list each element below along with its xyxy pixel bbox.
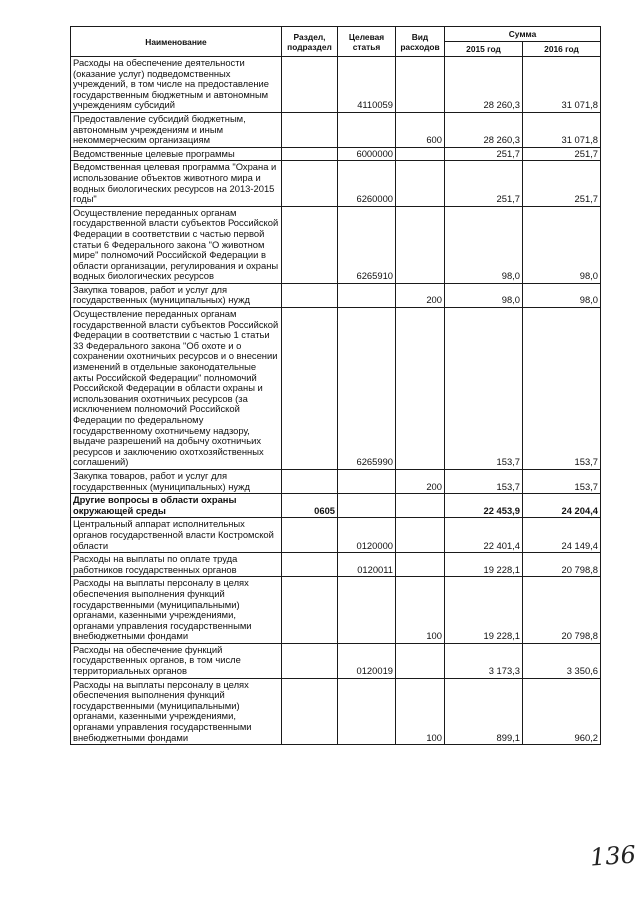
cell-section [282, 147, 338, 161]
cell-2016: 20 798,8 [523, 577, 601, 644]
cell-2016: 24 149,4 [523, 518, 601, 553]
table-row [71, 308, 601, 470]
cell-expense [396, 553, 445, 577]
table-row [71, 161, 601, 206]
cell-2016: 960,2 [523, 678, 601, 745]
cell-expense: 200 [396, 283, 445, 307]
cell-2016: 20 798,8 [523, 553, 601, 577]
table-row [71, 283, 601, 307]
cell-section [282, 577, 338, 644]
cell-name: Другие вопросы в области охраны окружающей среды [71, 494, 282, 518]
cell-section [282, 553, 338, 577]
cell-name: Расходы на выплаты персоналу в целях обеспечения выполнения функций государственными (муниципальными) органами, казенными учреждениями, органами управления государственными внебюджетными фондами [71, 577, 282, 644]
cell-2015: 899,1 [445, 678, 523, 745]
cell-target [338, 469, 396, 493]
cell-target: 6265910 [338, 206, 396, 283]
cell-2015: 98,0 [445, 283, 523, 307]
cell-2015: 251,7 [445, 161, 523, 206]
header-expense: Вид расходов [396, 27, 445, 57]
cell-2015: 251,7 [445, 147, 523, 161]
table-row [71, 206, 601, 283]
cell-2015: 19 228,1 [445, 577, 523, 644]
cell-2015: 19 228,1 [445, 553, 523, 577]
cell-section [282, 112, 338, 147]
cell-expense [396, 206, 445, 283]
cell-target: 6265990 [338, 308, 396, 470]
cell-2016: 98,0 [523, 206, 601, 283]
cell-target [338, 494, 396, 518]
cell-2016: 3 350,6 [523, 643, 601, 678]
cell-expense [396, 57, 445, 113]
table-row [71, 57, 601, 113]
table-row [71, 678, 601, 745]
cell-section [282, 678, 338, 745]
cell-2016: 251,7 [523, 161, 601, 206]
header-section: Раздел, подраздел [282, 27, 338, 57]
header-year-2015: 2015 год [445, 42, 523, 57]
cell-name: Закупка товаров, работ и услуг для государственных (муниципальных) нужд [71, 469, 282, 493]
table-row [71, 577, 601, 644]
cell-name: Предоставление субсидий бюджетным, автономным учреждениям и иным некоммерческим организациям [71, 112, 282, 147]
cell-section [282, 469, 338, 493]
cell-2016: 98,0 [523, 283, 601, 307]
cell-name: Расходы на выплаты по оплате труда работников государственных органов [71, 553, 282, 577]
cell-expense [396, 308, 445, 470]
cell-2015: 153,7 [445, 469, 523, 493]
cell-2016: 31 071,8 [523, 112, 601, 147]
table-row [71, 112, 601, 147]
cell-name: Расходы на выплаты персоналу в целях обеспечения выполнения функций государственными (муниципальными) органами, казенными учреждениями, органами управления государственными внебюджетными фондами [71, 678, 282, 745]
cell-expense: 100 [396, 678, 445, 745]
cell-target [338, 112, 396, 147]
table-row [71, 643, 601, 678]
cell-expense [396, 643, 445, 678]
cell-expense [396, 494, 445, 518]
cell-2015: 153,7 [445, 308, 523, 470]
header-sum: Сумма [445, 27, 601, 42]
header-year-2016: 2016 год [523, 42, 601, 57]
cell-section [282, 518, 338, 553]
cell-name: Расходы на обеспечение деятельности (оказание услуг) подведомственных учреждений, в том числе на предоставление государственным бюджетным и автономным учреждениям субсидий [71, 57, 282, 113]
cell-expense [396, 161, 445, 206]
cell-target: 0120019 [338, 643, 396, 678]
cell-name: Ведомственная целевая программа "Охрана и использование объектов животного мира и водных биологических ресурсов на 2013-2015 годы" [71, 161, 282, 206]
cell-expense: 200 [396, 469, 445, 493]
cell-2015: 98,0 [445, 206, 523, 283]
cell-2015: 28 260,3 [445, 57, 523, 113]
cell-target [338, 577, 396, 644]
budget-table [70, 26, 601, 745]
cell-target: 6000000 [338, 147, 396, 161]
header-target: Целевая статья [338, 27, 396, 57]
page-number: 136 [589, 840, 637, 872]
table-row [71, 147, 601, 161]
cell-name: Осуществление переданных органам государственной власти субъектов Российской Федерации в соответствии с частью первой статьи 6 Федерального закона "О животном мире" полномочий Российской Федерации в области организации, регулирования и охраны водных биологических ресурсов [71, 206, 282, 283]
table-row [71, 518, 601, 553]
cell-section [282, 57, 338, 113]
table-row [71, 469, 601, 493]
cell-section [282, 161, 338, 206]
cell-name: Осуществление переданных органам государственной власти субъектов Российской Федерации в соответствии с частью 1 статьи 33 Федерального закона "Об охоте и о сохранении охотничьих ресурсов и о внесении изменений в отдельные законодательные акты Российской Федерации" полномочий Российской Федерации в области охраны и использования охотничьих ресурсов (за исключением полномочий Российской Федерации по федеральному государственному охотничьему надзору, выдаче разрешений на добычу охотничьих ресурсов и заключению охотхозяйственных соглашений) [71, 308, 282, 470]
cell-section [282, 206, 338, 283]
cell-expense [396, 518, 445, 553]
cell-2016: 153,7 [523, 469, 601, 493]
cell-expense: 600 [396, 112, 445, 147]
table-row [71, 553, 601, 577]
header-row [71, 27, 601, 42]
cell-2016: 153,7 [523, 308, 601, 470]
header-name: Наименование [71, 27, 282, 57]
cell-2015: 22 453,9 [445, 494, 523, 518]
table-row [71, 494, 601, 518]
cell-name: Ведомственные целевые программы [71, 147, 282, 161]
cell-expense [396, 147, 445, 161]
cell-target [338, 283, 396, 307]
cell-section [282, 283, 338, 307]
cell-2015: 22 401,4 [445, 518, 523, 553]
cell-target: 0120000 [338, 518, 396, 553]
cell-2016: 31 071,8 [523, 57, 601, 113]
cell-name: Центральный аппарат исполнительных органов государственной власти Костромской области [71, 518, 282, 553]
cell-2015: 3 173,3 [445, 643, 523, 678]
cell-target: 4110059 [338, 57, 396, 113]
cell-2016: 251,7 [523, 147, 601, 161]
cell-target: 6260000 [338, 161, 396, 206]
cell-target: 0120011 [338, 553, 396, 577]
cell-target [338, 678, 396, 745]
cell-section [282, 308, 338, 470]
cell-expense: 100 [396, 577, 445, 644]
cell-section [282, 643, 338, 678]
cell-name: Закупка товаров, работ и услуг для государственных (муниципальных) нужд [71, 283, 282, 307]
cell-section: 0605 [282, 494, 338, 518]
cell-2015: 28 260,3 [445, 112, 523, 147]
cell-name: Расходы на обеспечение функций государственных органов, в том числе территориальных органов [71, 643, 282, 678]
cell-2016: 24 204,4 [523, 494, 601, 518]
